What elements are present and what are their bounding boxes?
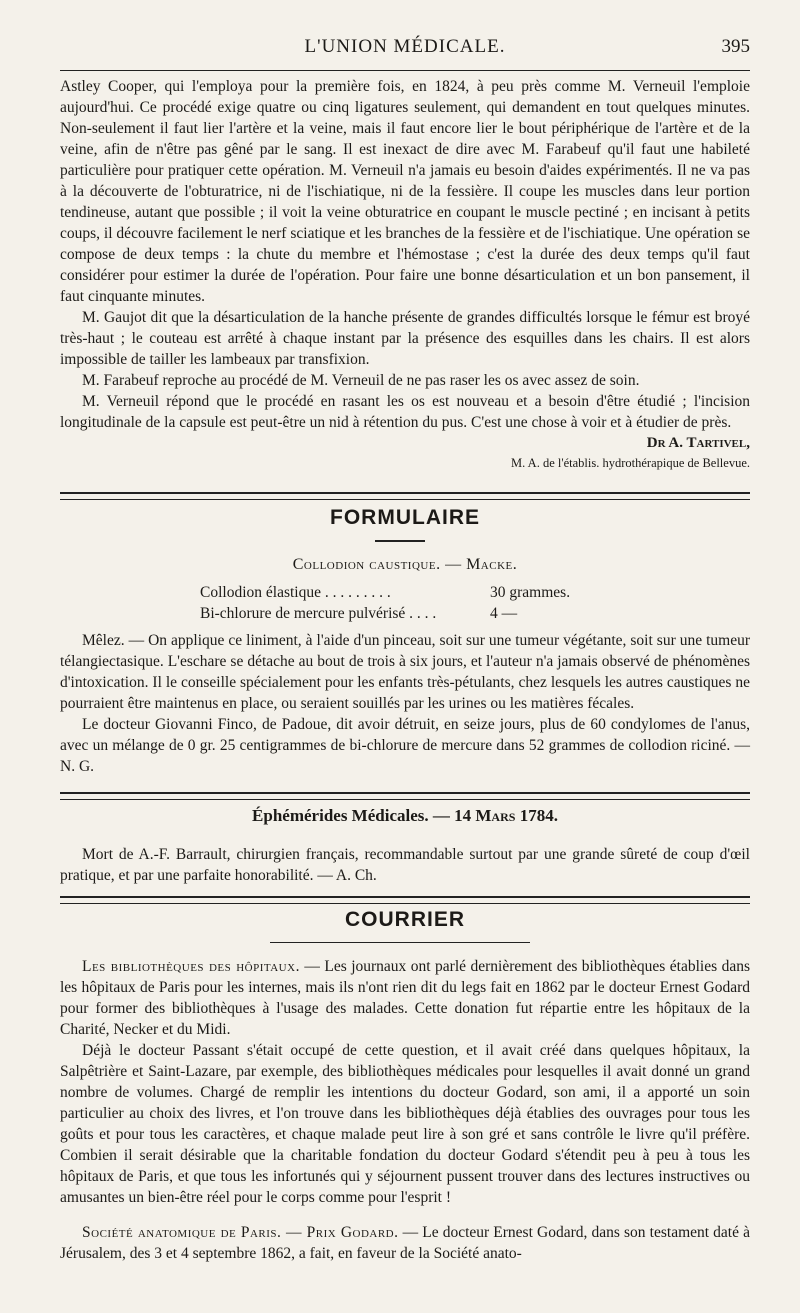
ingredient-quantity: 30 grammes. (490, 584, 571, 601)
section-divider (60, 492, 750, 500)
courrier-title: COURRIER (344, 908, 465, 931)
running-title: L'UNION MÉDICALE. (304, 36, 506, 57)
page-number: 395 (721, 36, 750, 57)
discussion-paragraph: Astley Cooper, qui l'employa pour la première fois, en 1824, à peu près comme M. Verneuil l'emploie aujourd'hui. Ce procédé exige quatre ou cinq ligatures seulement, qui demandent en tout quelques minutes. Non-seulement il faut lier l'artère et la veine, mais il faut encore lier le bout périphérique de l'artère et de la veine, afin de n'être pas gêné par le sang. Il est inexact de dire avec M. Farabeuf qu'il faut une habileté particulière pour pratiquer cette opération. M. Verneuil n'a jamais eu besoin d'aides expérimentés. Il ne va pas à la découverte de l'obturatrice, ni de l'ischiatique, ni de la fessière. Il coupe les muscles dans leur portion tendineuse, autant que possible ; il voit la veine obturatrice en coupant le muscle pectiné ; en incisant à petits coups, il découvre facilement le nerf sciatique et les branches de la fessière et de l'ischiatique. Une opération se compose de deux temps : la chute du membre et l'hémostase ; c'est la durée des deux temps qu'il faut considérer pour estimer la durée de l'opération. Pour faire une bonne désarticulation et un bon pansement, il faut cinquante minutes. (60, 78, 750, 305)
ephemerides-title-text: Éphémérides Médicales. — 14 (252, 806, 472, 825)
header-rule (60, 70, 750, 71)
formulaire-title: FORMULAIRE (330, 506, 480, 529)
courrier-lead: Les bibliothèques des hôpitaux. (82, 958, 300, 975)
discussion-paragraph: M. Verneuil répond que le procédé en rasant les os est nouveau et a besoin d'être étudié ; l'incision longitudinale de la capsule est peut-être un nid à rétention du pus. C'est une chose à voir et à étudier de près. (60, 393, 750, 431)
signature-name: Dr A. Tartivel, (646, 435, 750, 451)
page-header (60, 36, 750, 64)
ingredient-quantity: 4 — (490, 605, 518, 622)
courrier-paragraph (60, 956, 750, 1040)
formulaire-subtitle: Collodion caustique. — Macke. (292, 556, 518, 573)
ephemerides-paragraph: Mort de A.-F. Barrault, chirurgien français, recommandable surtout par une grande sûreté de coup d'œil pratique, et par une parfaite honorabilité. — A. Ch. (60, 846, 750, 884)
section-divider (60, 896, 750, 904)
courrier-paragraph: Déjà le docteur Passant s'était occupé de cette question, et il avait créé dans quelques hôpitaux, la Salpêtrière et Saint-Lazare, par exemple, des bibliothèques médicales pour lesquelles il avait donné un grand nombre de volumes. Chargé de remplir les intentions du docteur Godard, son ami, il a apporté un soin particulier au choix des livres, et l'on trouve dans les bibliothèques déjà établies des ouvrages pour tous les goûts et pour tous les caractères, et chaque malade peut lire à son gré et sans contrôle le livre qu'il préfère. Combien il serait désirable que la charitable fondation du docteur Godard s'étendit peu à peu à tous les hôpitaux de Paris, et que tous les infortunés qui y séjournent pussent trouver dans des lectures instructives ou amusantes un bien-être réel pour le corps comme pour l'esprit ! (60, 1042, 750, 1206)
courrier-text: — Le docteur Ernest Godard, dans son testament daté à Jérusalem, des 3 et 4 septembre 1862, a fait, en faveur de la Société anato- (60, 1224, 750, 1262)
section-divider (60, 792, 750, 800)
ephemerides-title (60, 806, 750, 826)
discussion-paragraph: M. Farabeuf reproche au procédé de M. Verneuil de ne pas raser les os avec assez de soin. (82, 372, 640, 389)
title-rule (270, 942, 530, 943)
recipe-ingredient (200, 603, 630, 624)
discussion-section (60, 76, 750, 473)
ephemerides-date: Mars 1784. (475, 806, 558, 825)
signature-affiliation: M. A. de l'établis. hydrothérapique de Bellevue. (511, 456, 750, 470)
formulaire-body (60, 630, 750, 777)
signature (60, 433, 750, 473)
discussion-paragraph: M. Gaujot dit que la désarticulation de la hanche présente de grandes difficultés lorsque le fémur est broyé très-haut ; le couteau est arrêté à chaque instant par la présence des esquilles dans les chairs. Il est alors impossible de tailler les lambeaux par transfixion. (60, 309, 750, 368)
courrier-text: — Les journaux ont parlé dernièrement des bibliothèques établies dans les hôpitaux de Paris pour les internes, mais ils n'ont rien dit du legs fait en 1862 par le docteur Ernest Godard pour former des bibliothèques à l'usage des malades. Cette donation fut répartie entre les hôpitaux de la Charité, Necker et du Midi. (60, 958, 750, 1038)
ingredient-name: Collodion élastique . . . . . . . . . (200, 584, 391, 601)
courrier-body (60, 956, 750, 1264)
ephemerides-body (60, 844, 750, 886)
formulaire-paragraph: Mêlez. — On applique ce liniment, à l'aide d'un pinceau, soit sur une tumeur végétante, soit sur une tumeur télangiectasique. L'eschare se détache au bout de trois à six jours, et l'auteur n'a jamais observé de phénomènes d'intoxication. Il le conseille spécialement pour les enfants très-pétulants, chez lesquels les autres caustiques ne pourraient être maintenus en place, ou seraient souillés par les urines ou les matières fécales. (60, 632, 750, 712)
courrier-lead: Société anatomique de Paris. — Prix Godard. (82, 1224, 399, 1241)
title-rule (375, 540, 425, 542)
recipe-ingredient (200, 582, 630, 603)
formulaire-paragraph: Le docteur Giovanni Finco, de Padoue, dit avoir détruit, en seize jours, plus de 60 condylomes de l'anus, avec un mélange de 0 gr. 25 centigrammes de bi-chlorure de mercure dans 52 grammes de collodion riciné. — N. G. (60, 716, 750, 775)
ingredient-name: Bi-chlorure de mercure pulvérisé . . . . (200, 605, 437, 622)
courrier-paragraph (60, 1222, 750, 1264)
